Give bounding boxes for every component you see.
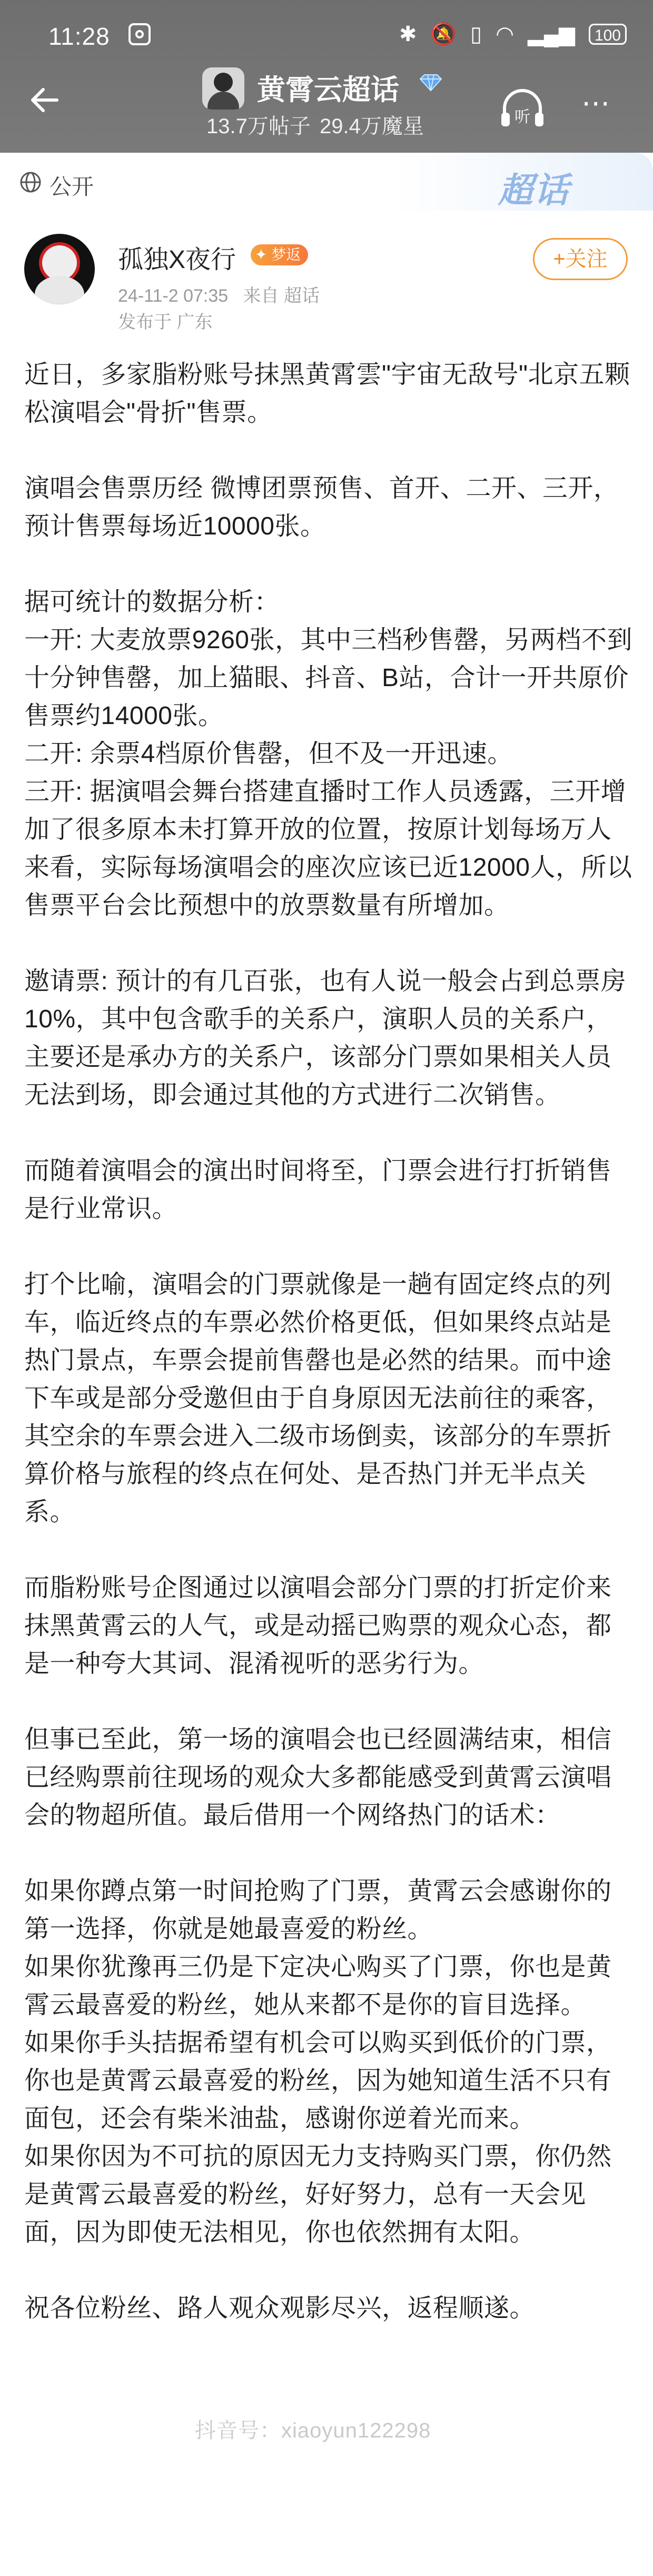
post-body (24, 356, 635, 2365)
headphones-icon (497, 84, 548, 135)
diamond-icon (419, 74, 442, 92)
post-paragraph: 但事已至此，第一场的演唱会也已经圆满结束，相信已经购票前往现场的观众大多都能感受到黄霄云演唱会的物超所值。最后借用一个网络热门的话术： (24, 1726, 612, 1829)
post-paragraph: 近日，多家脂粉账号抹黑黄霄雲"宇宙无敌号"北京五颗松演唱会"骨折"售票。 (24, 361, 630, 427)
topic-avatar[interactable] (202, 67, 244, 110)
chaohua-logo: 超话 (498, 162, 570, 212)
author-name[interactable]: 孤独X夜行 (118, 246, 236, 274)
badge-icon: ✦ (255, 246, 268, 263)
fans-count: 29.4万魔星 (319, 115, 424, 138)
header-area (0, 0, 653, 153)
badge-label: 梦返 (271, 246, 301, 263)
follow-button[interactable]: +关注 (533, 238, 628, 280)
post-paragraph: 如果你蹲点第一时间抢购了门票，黄霄云会感谢你的第一选择，你就是她最喜爱的粉丝。 如果你犹豫再三仍是下定决心购买了门票，你也是黄霄云最喜爱的粉丝，她从来都不是你的盲目选择。 如果你手头拮据希望有机会可以购买到低价的门票，你也是黄霄云最喜爱的粉丝，因为她知道生活不只有面包，还会有柴米油盐，感谢你逆着光而来。 如果你因为不可抗的原因无力支持购买门票，你仍然是黄霄云最喜爱的粉丝，好好努力，总有一天会见面，因为即使无法相见，你也依然拥有太阳。 (24, 1877, 612, 2246)
visibility-label: 公开 (50, 174, 94, 199)
post-paragraph: 而脂粉账号企图通过以演唱会部分门票的打折定价来抹黑黄霄云的人气，或是动摇已购票的观众心态，都是一种夸大其词、混淆视听的恶劣行为。 (24, 1574, 612, 1678)
top-nav (0, 58, 653, 153)
fan-badge (251, 244, 308, 265)
post-meta (118, 281, 320, 307)
status-bar (0, 0, 653, 58)
posts-count: 13.7万帖子 (206, 115, 311, 138)
page-title[interactable]: 黄霄云超话 (257, 74, 399, 106)
vibrate-icon: ▯ (470, 23, 482, 46)
topic-stats (206, 110, 427, 140)
listen-button[interactable] (497, 84, 548, 135)
wifi-icon: ◠ (496, 23, 515, 46)
watermark: 抖音号：xiaoyun122298 (195, 2419, 431, 2442)
bluetooth-icon: ✱ (399, 23, 417, 46)
post-paragraph: 祝各位粉丝、路人观众观影尽兴，返程顺遂。 (24, 2294, 536, 2322)
post-source: 来自 超话 (243, 286, 320, 306)
signal-icon: ▂▄▆ (528, 23, 575, 46)
mute-icon: 🔕 (430, 23, 457, 46)
author-row (0, 234, 653, 332)
post-card (0, 153, 653, 2576)
post-location: 发布于 广东 (118, 312, 213, 332)
battery-icon: 100 (589, 24, 627, 45)
app-notification-icon (128, 23, 151, 45)
post-paragraph: 邀请票: 预计的有几百张，也有人说一般会占到总票房10%，其中包含歌手的关系户，演职人员的关系户，主要还是承办方的关系户，该部分门票如果相关人员无法到场，即会通过其他的方式进行二次销售。 (24, 967, 627, 1109)
post-paragraph: 据可统计的数据分析： 一开: 大麦放票9260张，其中三档秒售罄，另两档不到十分钟售罄，加上猫眼、抖音、B站，合计一开共原价售票约14000张。 二开: 余票4档原价售罄，但不及一开迅速。 三开: 据演唱会舞台搭建直播时工作人员透露，三开增加了很多原本未打算开放的位置，按原计划每场万人来看，实际每场演唱会的座次应该已近12000人，所以售票平台会比预想中的放票数量有所增加。 (24, 588, 632, 919)
post-paragraph: 演唱会售票历经 微博团票预售、首开、二开、三开，预计售票每场近10000张。 (24, 474, 619, 540)
status-icons (399, 21, 627, 47)
back-button[interactable] (24, 79, 66, 121)
post-paragraph: 打个比喻，演唱会的门票就像是一趟有固定终点的列车，临近终点的车票必然价格更低，但如果终点站是热门景点，车票会提前售罄也是必然的结果。而中途下车或是部分受邀但由于自身原因无法前往的乘客，其空余的车票会进入二级市场倒卖，该部分的车票折算价格与旅程的终点在何处、是否热门并无半点关系。 (24, 1271, 612, 1526)
card-header (0, 153, 653, 211)
status-time: 11:28 (48, 23, 110, 50)
back-arrow-icon (24, 79, 66, 121)
post-timestamp: 24-11-2 07:35 (118, 286, 229, 306)
post-paragraph: 而随着演唱会的演出时间将至，门票会进行打折销售是行业常识。 (24, 1157, 612, 1223)
listen-label: 听 (515, 108, 530, 126)
globe-icon (19, 171, 42, 194)
more-options-icon[interactable]: ⋯ (581, 87, 612, 119)
author-avatar[interactable] (24, 234, 95, 304)
